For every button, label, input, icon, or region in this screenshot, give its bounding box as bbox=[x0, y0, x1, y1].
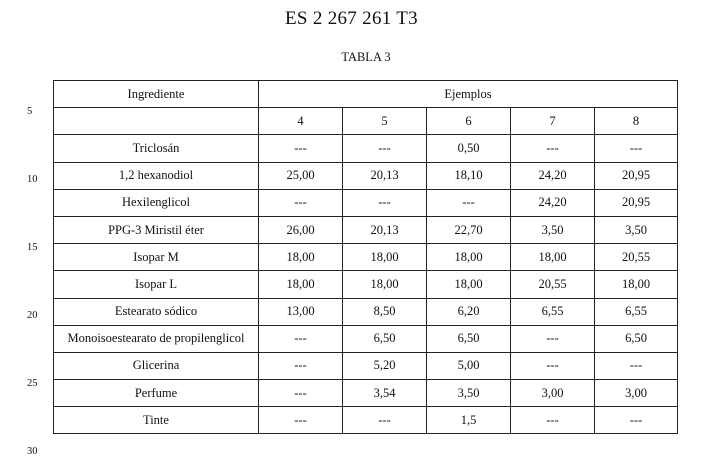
value-cell: --- bbox=[259, 135, 343, 162]
example-number: 6 bbox=[427, 108, 511, 135]
value-cell: --- bbox=[259, 352, 343, 379]
line-number: 15 bbox=[27, 242, 38, 253]
value-cell: 3,00 bbox=[511, 380, 595, 407]
value-cell: --- bbox=[595, 352, 678, 379]
value-cell: 22,70 bbox=[427, 216, 511, 243]
value-cell: 24,20 bbox=[511, 162, 595, 189]
value-cell: 20,13 bbox=[343, 216, 427, 243]
value-cell: 18,00 bbox=[343, 271, 427, 298]
table-row bbox=[54, 162, 678, 189]
table-row bbox=[54, 271, 678, 298]
value-cell: 6,50 bbox=[427, 325, 511, 352]
line-number: 25 bbox=[27, 378, 38, 389]
value-cell: 3,50 bbox=[595, 216, 678, 243]
value-cell: 18,00 bbox=[427, 244, 511, 271]
value-cell: --- bbox=[343, 407, 427, 434]
example-number: 5 bbox=[343, 108, 427, 135]
example-number: 4 bbox=[259, 108, 343, 135]
table-row bbox=[54, 380, 678, 407]
ingredient-cell: Tinte bbox=[54, 407, 259, 434]
ingredient-cell: Isopar L bbox=[54, 271, 259, 298]
value-cell: 18,00 bbox=[343, 244, 427, 271]
value-cell: 6,50 bbox=[595, 325, 678, 352]
ingredients-table bbox=[53, 80, 678, 434]
table-row bbox=[54, 407, 678, 434]
examples-column-header: Ejemplos bbox=[259, 81, 678, 108]
value-cell: 6,20 bbox=[427, 298, 511, 325]
value-cell: --- bbox=[595, 135, 678, 162]
value-cell: --- bbox=[427, 189, 511, 216]
value-cell: --- bbox=[511, 352, 595, 379]
table-caption: TABLA 3 bbox=[341, 50, 391, 64]
ingredient-column-header: Ingrediente bbox=[54, 81, 259, 108]
value-cell: --- bbox=[259, 325, 343, 352]
line-number: 30 bbox=[27, 446, 38, 457]
value-cell: 6,55 bbox=[511, 298, 595, 325]
ingredient-cell: 1,2 hexanodiol bbox=[54, 162, 259, 189]
value-cell: 0,50 bbox=[427, 135, 511, 162]
value-cell: 3,54 bbox=[343, 380, 427, 407]
line-number: 10 bbox=[27, 174, 38, 185]
value-cell: 3,50 bbox=[427, 380, 511, 407]
ingredient-cell: Hexilenglicol bbox=[54, 189, 259, 216]
value-cell: 20,95 bbox=[595, 189, 678, 216]
empty-header-cell bbox=[54, 108, 259, 135]
table-row bbox=[54, 352, 678, 379]
table-row bbox=[54, 244, 678, 271]
value-cell: 25,00 bbox=[259, 162, 343, 189]
value-cell: 20,95 bbox=[595, 162, 678, 189]
value-cell: --- bbox=[511, 325, 595, 352]
example-number: 8 bbox=[595, 108, 678, 135]
ingredient-cell: Glicerina bbox=[54, 352, 259, 379]
ingredient-cell: Triclosán bbox=[54, 135, 259, 162]
value-cell: 18,00 bbox=[595, 271, 678, 298]
value-cell: 24,20 bbox=[511, 189, 595, 216]
table-row bbox=[54, 189, 678, 216]
line-number: 20 bbox=[27, 310, 38, 321]
value-cell: 6,50 bbox=[343, 325, 427, 352]
example-numbers-row bbox=[54, 108, 678, 135]
value-cell: 18,10 bbox=[427, 162, 511, 189]
ingredient-cell: Estearato sódico bbox=[54, 298, 259, 325]
value-cell: --- bbox=[343, 189, 427, 216]
table-row bbox=[54, 325, 678, 352]
value-cell: 20,55 bbox=[595, 244, 678, 271]
value-cell: --- bbox=[259, 189, 343, 216]
table-row bbox=[54, 298, 678, 325]
value-cell: 18,00 bbox=[259, 271, 343, 298]
value-cell: 20,13 bbox=[343, 162, 427, 189]
value-cell: 5,20 bbox=[343, 352, 427, 379]
value-cell: --- bbox=[595, 407, 678, 434]
value-cell: 26,00 bbox=[259, 216, 343, 243]
value-cell: --- bbox=[259, 407, 343, 434]
ingredient-cell: PPG-3 Miristil éter bbox=[54, 216, 259, 243]
value-cell: 8,50 bbox=[343, 298, 427, 325]
example-number: 7 bbox=[511, 108, 595, 135]
table-row bbox=[54, 135, 678, 162]
line-number: 5 bbox=[27, 106, 33, 117]
value-cell: --- bbox=[511, 135, 595, 162]
ingredient-cell: Isopar M bbox=[54, 244, 259, 271]
table-header-row bbox=[54, 81, 678, 108]
value-cell: 6,55 bbox=[595, 298, 678, 325]
value-cell: 18,00 bbox=[259, 244, 343, 271]
value-cell: --- bbox=[511, 407, 595, 434]
value-cell: 5,00 bbox=[427, 352, 511, 379]
ingredient-cell: Perfume bbox=[54, 380, 259, 407]
value-cell: --- bbox=[343, 135, 427, 162]
value-cell: 18,00 bbox=[511, 244, 595, 271]
ingredient-cell: Monoisoestearato de propilenglicol bbox=[54, 325, 259, 352]
value-cell: 3,00 bbox=[595, 380, 678, 407]
value-cell: 1,5 bbox=[427, 407, 511, 434]
value-cell: 18,00 bbox=[427, 271, 511, 298]
value-cell: --- bbox=[259, 380, 343, 407]
value-cell: 13,00 bbox=[259, 298, 343, 325]
table-row bbox=[54, 216, 678, 243]
value-cell: 20,55 bbox=[511, 271, 595, 298]
document-number: ES 2 267 261 T3 bbox=[285, 8, 418, 29]
value-cell: 3,50 bbox=[511, 216, 595, 243]
